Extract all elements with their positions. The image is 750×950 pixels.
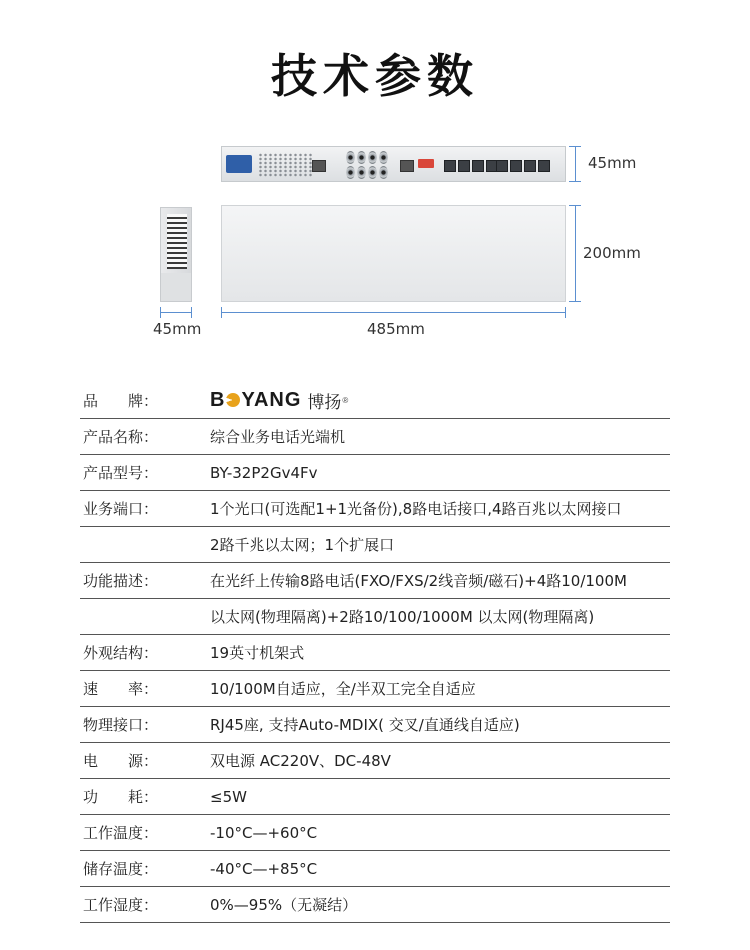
top-view-image xyxy=(221,205,566,302)
side-width-dimension-label: 45mm xyxy=(153,320,202,338)
spec-value: 双电源 AC220V、DC-48V xyxy=(210,752,391,770)
panel-logo xyxy=(226,155,252,173)
spec-value: -10°C—+60°C xyxy=(210,823,318,842)
spec-value: 综合业务电话光端机 xyxy=(210,428,346,446)
console-port xyxy=(312,160,326,172)
spec-label: 储存温度： xyxy=(83,860,159,878)
spec-label: 产品名称： xyxy=(83,428,159,446)
status-leds xyxy=(258,153,314,177)
rj45-port-group-1 xyxy=(444,160,498,172)
spec-value: 0%—95%（无凝结） xyxy=(210,896,358,914)
spec-table xyxy=(80,382,670,923)
table-row xyxy=(80,491,670,527)
brand-logo xyxy=(210,388,348,413)
registered-mark: ® xyxy=(342,395,349,405)
brand-logo-mark xyxy=(226,393,240,407)
brand-logo-text-start: B xyxy=(210,388,226,411)
spec-value: 以太网(物理隔离)+2路10/100/1000M 以太网(物理隔离) xyxy=(210,608,595,626)
table-row xyxy=(80,599,670,635)
spec-label: 工作温度： xyxy=(83,824,159,842)
table-row xyxy=(80,419,670,455)
spec-label: 电 源： xyxy=(83,752,159,770)
table-row xyxy=(80,635,670,671)
side-bracket xyxy=(161,273,191,301)
table-row xyxy=(80,671,670,707)
spec-value: BY-32P2Gv4Fv xyxy=(210,463,318,482)
spec-label: 产品型号： xyxy=(83,464,159,482)
spec-label: 速 率： xyxy=(83,680,159,698)
spec-value: 19英寸机架式 xyxy=(210,644,305,662)
spec-value: 1个光口(可选配1+1光备份),8路电话接口,4路百兆以太网接口 xyxy=(210,500,622,518)
brand-logo-cn: 博扬 xyxy=(307,392,342,412)
table-row-brand xyxy=(80,382,670,419)
spec-value: 10/100M自适应，全/半双工完全自适应 xyxy=(210,680,476,698)
rj45-port-group-2 xyxy=(496,160,550,172)
table-row xyxy=(80,455,670,491)
spec-label: 功 耗： xyxy=(83,788,159,806)
spec-value: ≤5W xyxy=(210,787,247,806)
expansion-port xyxy=(400,160,414,172)
spec-label: 工作湿度： xyxy=(83,896,159,914)
spec-value: -40°C—+85°C xyxy=(210,859,318,878)
width-dimension-label: 485mm xyxy=(367,320,425,338)
table-row xyxy=(80,851,670,887)
side-view-image xyxy=(160,207,192,302)
side-vents xyxy=(167,214,187,269)
spec-label: 业务端口： xyxy=(83,500,159,518)
page-title: 技术参数 xyxy=(271,49,479,103)
dip-switch xyxy=(418,159,434,168)
table-row xyxy=(80,887,670,923)
spec-label: 外观结构： xyxy=(83,644,159,662)
table-row xyxy=(80,527,670,563)
spec-value: 在光纤上传输8路电话(FXO/FXS/2线音频/磁石)+4路10/100M xyxy=(210,572,627,590)
spec-label: 品 牌： xyxy=(83,391,159,410)
spec-value: RJ45座, 支持Auto-MDIX( 交叉/直通线自适应) xyxy=(210,716,520,734)
table-row xyxy=(80,815,670,851)
spec-label: 物理接口： xyxy=(83,716,159,734)
device-dimension-diagram xyxy=(0,140,750,350)
spec-value: 2路千兆以太网；1个扩展口 xyxy=(210,536,395,554)
front-panel-image xyxy=(221,146,566,182)
spec-label: 功能描述： xyxy=(83,572,159,590)
bnc-connectors xyxy=(346,151,388,179)
table-row xyxy=(80,707,670,743)
depth-dimension-label: 200mm xyxy=(583,244,641,262)
table-row xyxy=(80,779,670,815)
brand-logo-text-end: YANG xyxy=(241,388,302,411)
table-row xyxy=(80,563,670,599)
height-dimension-label: 45mm xyxy=(588,154,637,172)
table-row xyxy=(80,743,670,779)
